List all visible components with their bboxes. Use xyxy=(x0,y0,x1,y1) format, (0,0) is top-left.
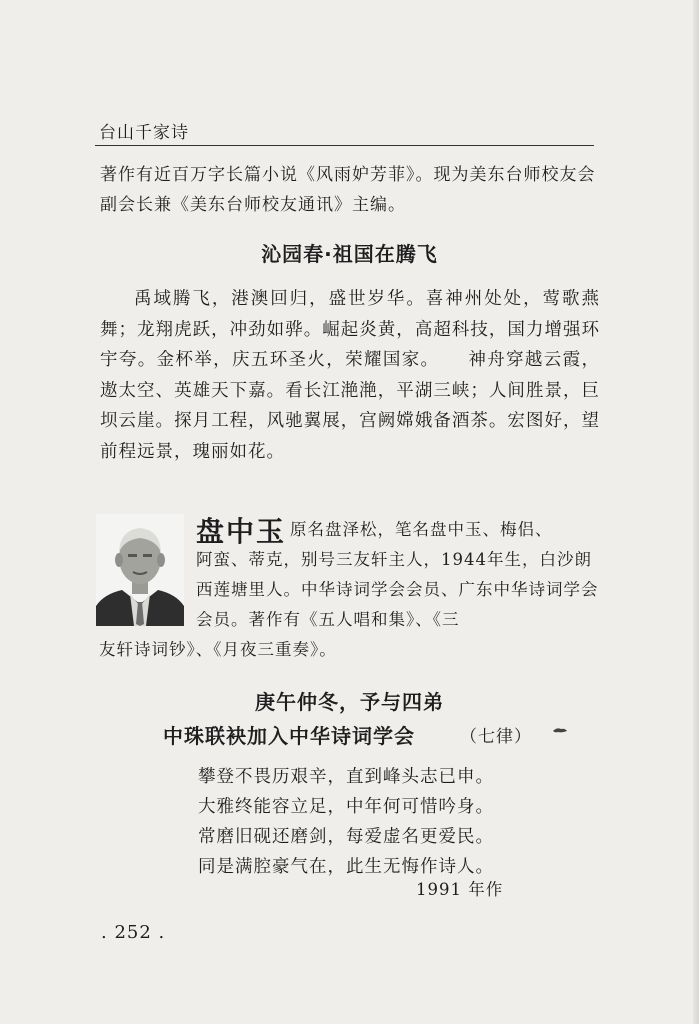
poem2-line: 同是满腔豪气在，此生无悔作诗人。 xyxy=(198,857,494,877)
ink-smudge xyxy=(552,726,568,734)
poem2-form-label: （七律） xyxy=(460,727,532,747)
poem2-title-line2: 中珠联袂加入中华诗词学会 xyxy=(163,724,415,748)
poem2-line: 大雅终能容立足，中年何可惜吟身。 xyxy=(198,797,494,817)
intro-paragraph: 著作有近百万字长篇小说《风雨妒芳菲》。现为美东台师校友会副会长兼《美东台师校友通讯》主编。 xyxy=(100,165,596,215)
header-rule xyxy=(95,145,594,146)
running-head: 台山千家诗 xyxy=(99,123,189,143)
poem2-line: 常磨旧砚还磨剑，每爱虚名更爱民。 xyxy=(198,827,494,847)
poem2-lines xyxy=(198,762,558,882)
author-bio-first-line: 原名盘泽松，笔名盘中玉、梅侣、 xyxy=(290,520,553,539)
page-number: . 252 . xyxy=(101,922,166,943)
poem2-date: 1991 年作 xyxy=(416,880,504,899)
poem-title: 沁园春·祖国在腾飞 xyxy=(261,242,438,266)
poem2-title-line1: 庚午仲冬，予与四弟 xyxy=(255,690,444,714)
page-edge-shadow xyxy=(693,0,699,1024)
poem-body: 禹域腾飞，港澳回归，盛世岁华。喜神州处处，莺歌燕舞；龙翔虎跃，冲劲如骅。崛起炎黄，高超科技，国力增强环宇夸。金杯举，庆五环圣火，荣耀国家。 神舟穿越云霞，遨太空、英雄天下嘉。看长江滟滟，平湖三峡；人间胜景，巨坝云崖。探月工程，风驰翼展，宫阙嫦娥备酒茶。宏图好，望前程远景，瑰丽如花。 xyxy=(100,289,600,462)
author-name: 盘中玉 xyxy=(196,515,287,548)
author-portrait xyxy=(96,514,184,626)
author-bio: 阿蛮、蒂克，别号三友轩主人，1944年生，白沙朗西莲塘里人。中华诗词学会会员、广东中华诗词学会会员。著作有《五人唱和集》、《三 xyxy=(196,550,599,629)
poem2-line: 攀登不畏历艰辛，直到峰头志已申。 xyxy=(198,767,494,787)
author-bio-tail: 友轩诗词钞》、《月夜三重奏》。 xyxy=(99,640,337,659)
